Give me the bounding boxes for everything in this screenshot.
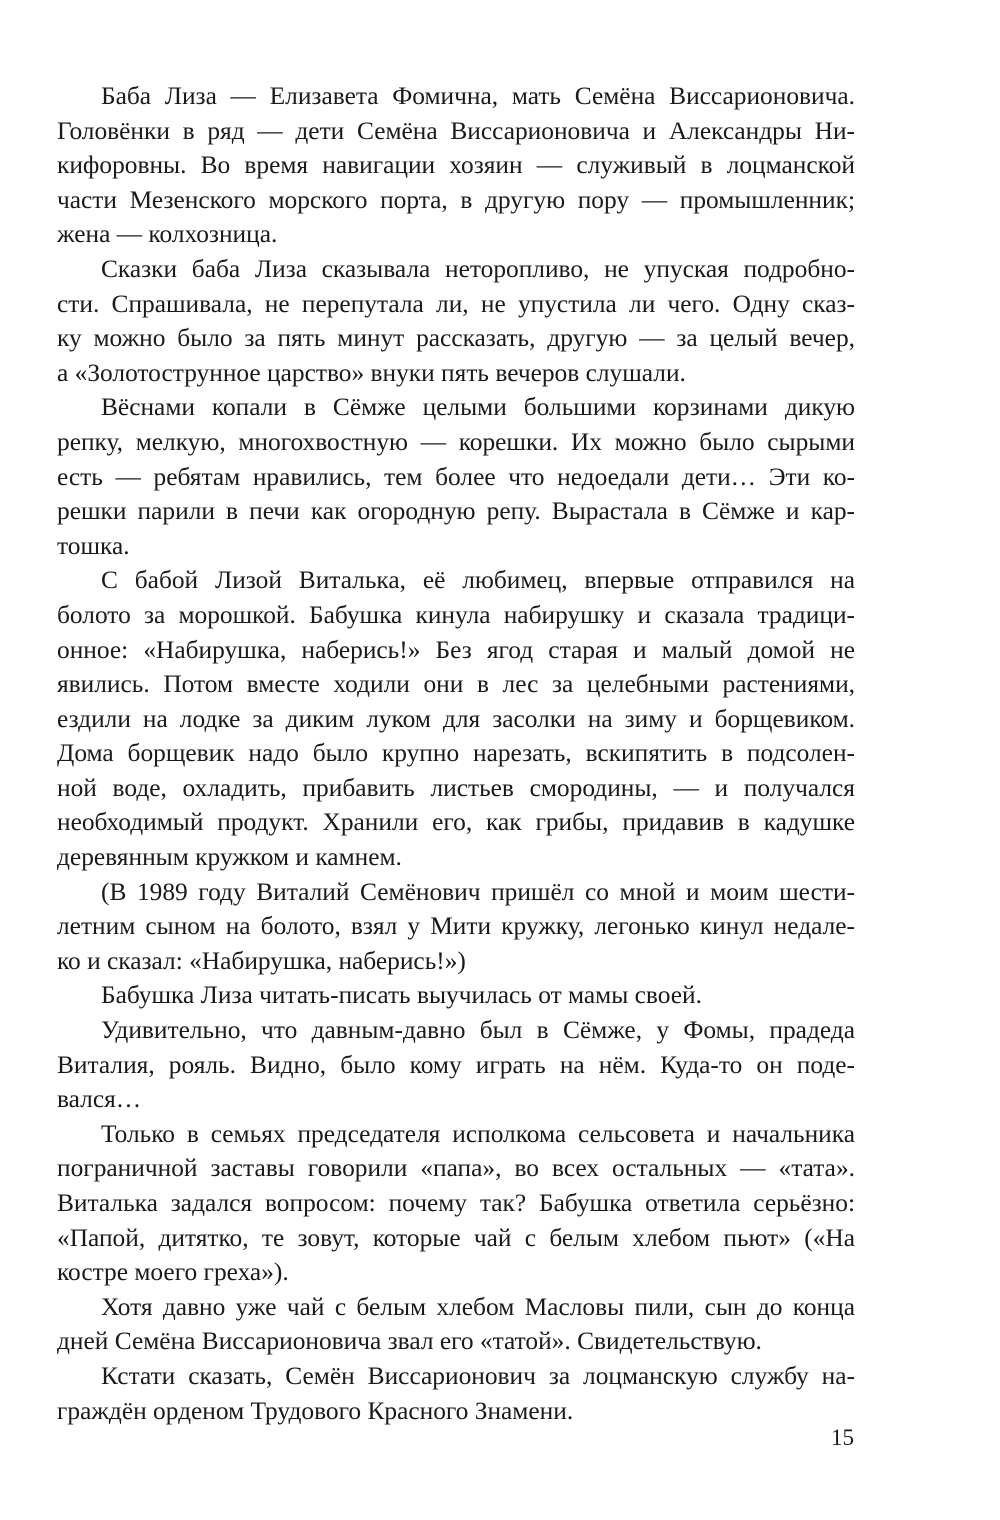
text-line: Баба Лиза — Елизавета Фомична, мать Семёна Виссарионовича. xyxy=(101,82,855,110)
text-line: Дома борщевик надо было крупно нарезать, вскипятить в подсолен- xyxy=(57,739,855,768)
text-line: летним сыном на болото, взял у Мити кружку, легонько кинул недале- xyxy=(57,912,855,941)
text-line: деревянным кружком и камнем. xyxy=(57,843,402,872)
text-line: есть — ребятам нравились, тем более что недоедали дети… Эти ко- xyxy=(57,462,855,491)
text-line: Головёнки в ряд — дети Семёна Виссарионовича и Александры Ни- xyxy=(57,116,855,145)
text-line: Хотя давно уже чай с белым хлебом Масловы пили, сын до конца xyxy=(101,1292,855,1321)
text-line: Виталька задался вопросом: почему так? Бабушка ответила серьёзно: xyxy=(57,1189,855,1217)
paragraph xyxy=(57,875,855,979)
paragraph xyxy=(57,1013,855,1117)
text-line: Удивительно, что давным-давно был в Сёмже, у Фомы, прадеда xyxy=(101,1016,855,1045)
text-line: тошка. xyxy=(57,531,130,560)
text-line: вался… xyxy=(57,1085,142,1114)
text-line: Сказки баба Лиза сказывала неторопливо, не упуская подробно- xyxy=(101,254,855,283)
text-line: репку, мелкую, многохвостную — корешки. Их можно было сырыми xyxy=(57,427,855,456)
text-line: ку можно было за пять минут рассказать, другую — за целый вечер, xyxy=(57,324,855,353)
text-line: Бабушка Лиза читать-писать выучилась от мамы своей. xyxy=(101,981,702,1010)
text-line: а «Золотострунное царство» внуки пять вечеров слушали. xyxy=(57,358,686,387)
paragraph xyxy=(57,1117,855,1290)
text-line: онное: «Набирушка, наберись!» Без ягод старая и малый домой не xyxy=(57,635,855,664)
paragraph xyxy=(57,79,855,252)
text-line: жена — колхозница. xyxy=(57,220,278,249)
text-line: Вёснами копали в Сёмже целыми большими корзинами дикую xyxy=(101,393,855,422)
text-line: кифоровны. Во время навигации хозяин — служивый в лоцманской xyxy=(57,151,855,180)
text-line: сти. Спрашивала, не перепутала ли, не упустила ли чего. Одну сказ- xyxy=(57,289,855,318)
paragraph xyxy=(57,563,855,874)
text-line: ко и сказал: «Набирушка, наберись!») xyxy=(57,946,466,975)
page-number: 15 xyxy=(831,1425,854,1450)
text-line: Кстати сказать, Семён Виссарионович за лоцманскую службу на- xyxy=(101,1361,855,1390)
text-line: явились. Потом вместе ходили они в лес за целебными растениями, xyxy=(57,670,855,699)
page-text xyxy=(57,79,855,1428)
text-line: ной воде, охладить, прибавить листьев смородины, — и получался xyxy=(57,773,855,802)
text-line: решки парили в печи как огородную репу. Вырастала в Сёмже и кар- xyxy=(57,497,855,526)
text-line: ездили на лодке за диким луком для засолки на зиму и борщевиком. xyxy=(57,704,855,733)
paragraph xyxy=(57,390,855,563)
paragraph xyxy=(57,1359,855,1428)
text-line: костре моего греха»). xyxy=(57,1258,289,1287)
paragraph xyxy=(57,1290,855,1359)
text-line: части Мезенского морского порта, в другую пору — промышленник; xyxy=(57,185,855,214)
text-line: необходимый продукт. Хранили его, как грибы, придавив в кадушке xyxy=(57,808,855,837)
text-line: Виталия, рояль. Видно, было кому играть на нём. Куда-то он поде- xyxy=(57,1050,855,1079)
text-line: граждён орденом Трудового Красного Знамени. xyxy=(57,1396,574,1425)
paragraph xyxy=(57,978,855,1013)
text-line: болото за морошкой. Бабушка кинула набирушку и сказала традици- xyxy=(57,600,855,629)
text-line: «Папой, дитятко, те зовут, которые чай с белым хлебом пьют» («На xyxy=(57,1223,855,1252)
text-line: (В 1989 году Виталий Семёнович пришёл со мной и моим шести- xyxy=(101,877,855,906)
text-line: дней Семёна Виссарионовича звал его «татой». Свидетельствую. xyxy=(57,1327,762,1356)
text-line: С бабой Лизой Виталька, её любимец, впервые отправился на xyxy=(101,566,855,595)
text-line: пограничной заставы говорили «папа», во всех остальных — «тата». xyxy=(57,1154,855,1183)
paragraph xyxy=(57,252,855,390)
text-line: Только в семьях председателя исполкома сельсовета и начальника xyxy=(101,1119,855,1148)
